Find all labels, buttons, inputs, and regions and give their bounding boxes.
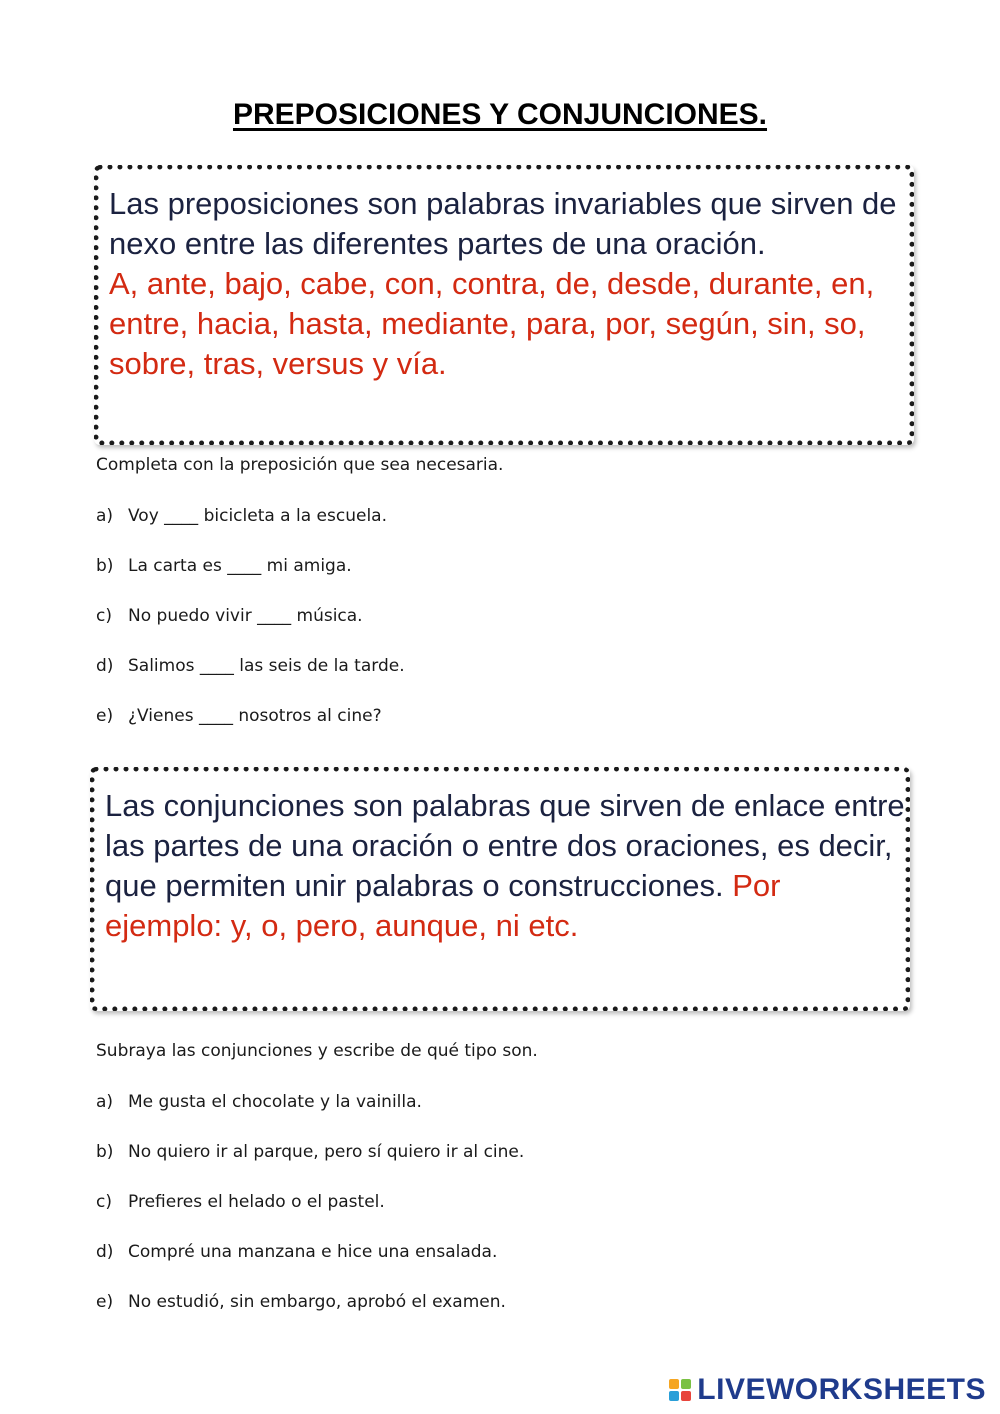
item-label: d) [96, 1242, 114, 1262]
exercise1-item [96, 656, 405, 676]
exercise2-instruction: Subraya las conjunciones y escribe de qué tipo son. [96, 1041, 538, 1061]
item-label: b) [96, 556, 114, 576]
logo-tile [681, 1391, 691, 1401]
prepositions-list: A, ante, bajo, cabe, con, contra, de, desde, durante, en, entre, hacia, hasta, mediante, para, por, según, sin, so, sobre, tras, versus y vía. [109, 266, 875, 381]
item-label: d) [96, 656, 114, 676]
logo-tile [681, 1379, 691, 1389]
exercise2-item [96, 1142, 524, 1162]
item-label: a) [96, 506, 114, 526]
conjunctions-definition: Las conjunciones son palabras que sirven de enlace entre las partes de una oración o entre dos oraciones, es decir, que permiten unir palabras o construcciones. [105, 788, 905, 903]
item-label: e) [96, 1292, 114, 1312]
logo-tile [669, 1379, 679, 1389]
conjunctions-example: Por ejemplo: y, o, pero, aunque, ni etc. [105, 868, 781, 943]
item-text: Me gusta el chocolate y la vainilla. [128, 1092, 422, 1112]
item-text: Compré una manzana e hice una ensalada. [128, 1242, 498, 1262]
item-text: No quiero ir al parque, pero sí quiero ir al cine. [128, 1142, 525, 1162]
exercise1-item [96, 556, 352, 576]
item-label: e) [96, 706, 114, 726]
logo-tile [669, 1391, 679, 1401]
liveworksheets-logo-icon [669, 1379, 691, 1401]
exercise2-item [96, 1092, 422, 1112]
conjunctions-definition-box [90, 767, 910, 1011]
exercise1-item [96, 506, 387, 526]
item-text: Prefieres el helado o el pastel. [128, 1192, 385, 1212]
item-text: No puedo vivir ____ música. [128, 606, 363, 626]
item-text: Voy ____ bicicleta a la escuela. [128, 506, 387, 526]
item-text: La carta es ____ mi amiga. [128, 556, 352, 576]
brand-name: LIVEWORKSHEETS [697, 1373, 986, 1406]
prepositions-definition: Las preposiciones son palabras invariables que sirven de nexo entre las diferentes partes de una oración. [109, 186, 897, 261]
liveworksheets-footer[interactable] [669, 1372, 986, 1408]
item-label: c) [96, 1192, 112, 1212]
exercise1-item [96, 606, 363, 626]
exercise1-item [96, 706, 382, 726]
item-label: a) [96, 1092, 114, 1112]
exercise1-instruction: Completa con la preposición que sea necesaria. [96, 455, 504, 475]
prepositions-definition-box [94, 165, 914, 445]
page-title: PREPOSICIONES Y CONJUNCIONES. [232, 98, 768, 131]
exercise2-item [96, 1292, 506, 1312]
exercise2-item [96, 1192, 385, 1212]
item-text: No estudió, sin embargo, aprobó el examen. [128, 1292, 506, 1312]
item-text: ¿Vienes ____ nosotros al cine? [128, 706, 382, 726]
item-text: Salimos ____ las seis de la tarde. [128, 656, 405, 676]
item-label: c) [96, 606, 112, 626]
exercise2-item [96, 1242, 497, 1262]
item-label: b) [96, 1142, 114, 1162]
